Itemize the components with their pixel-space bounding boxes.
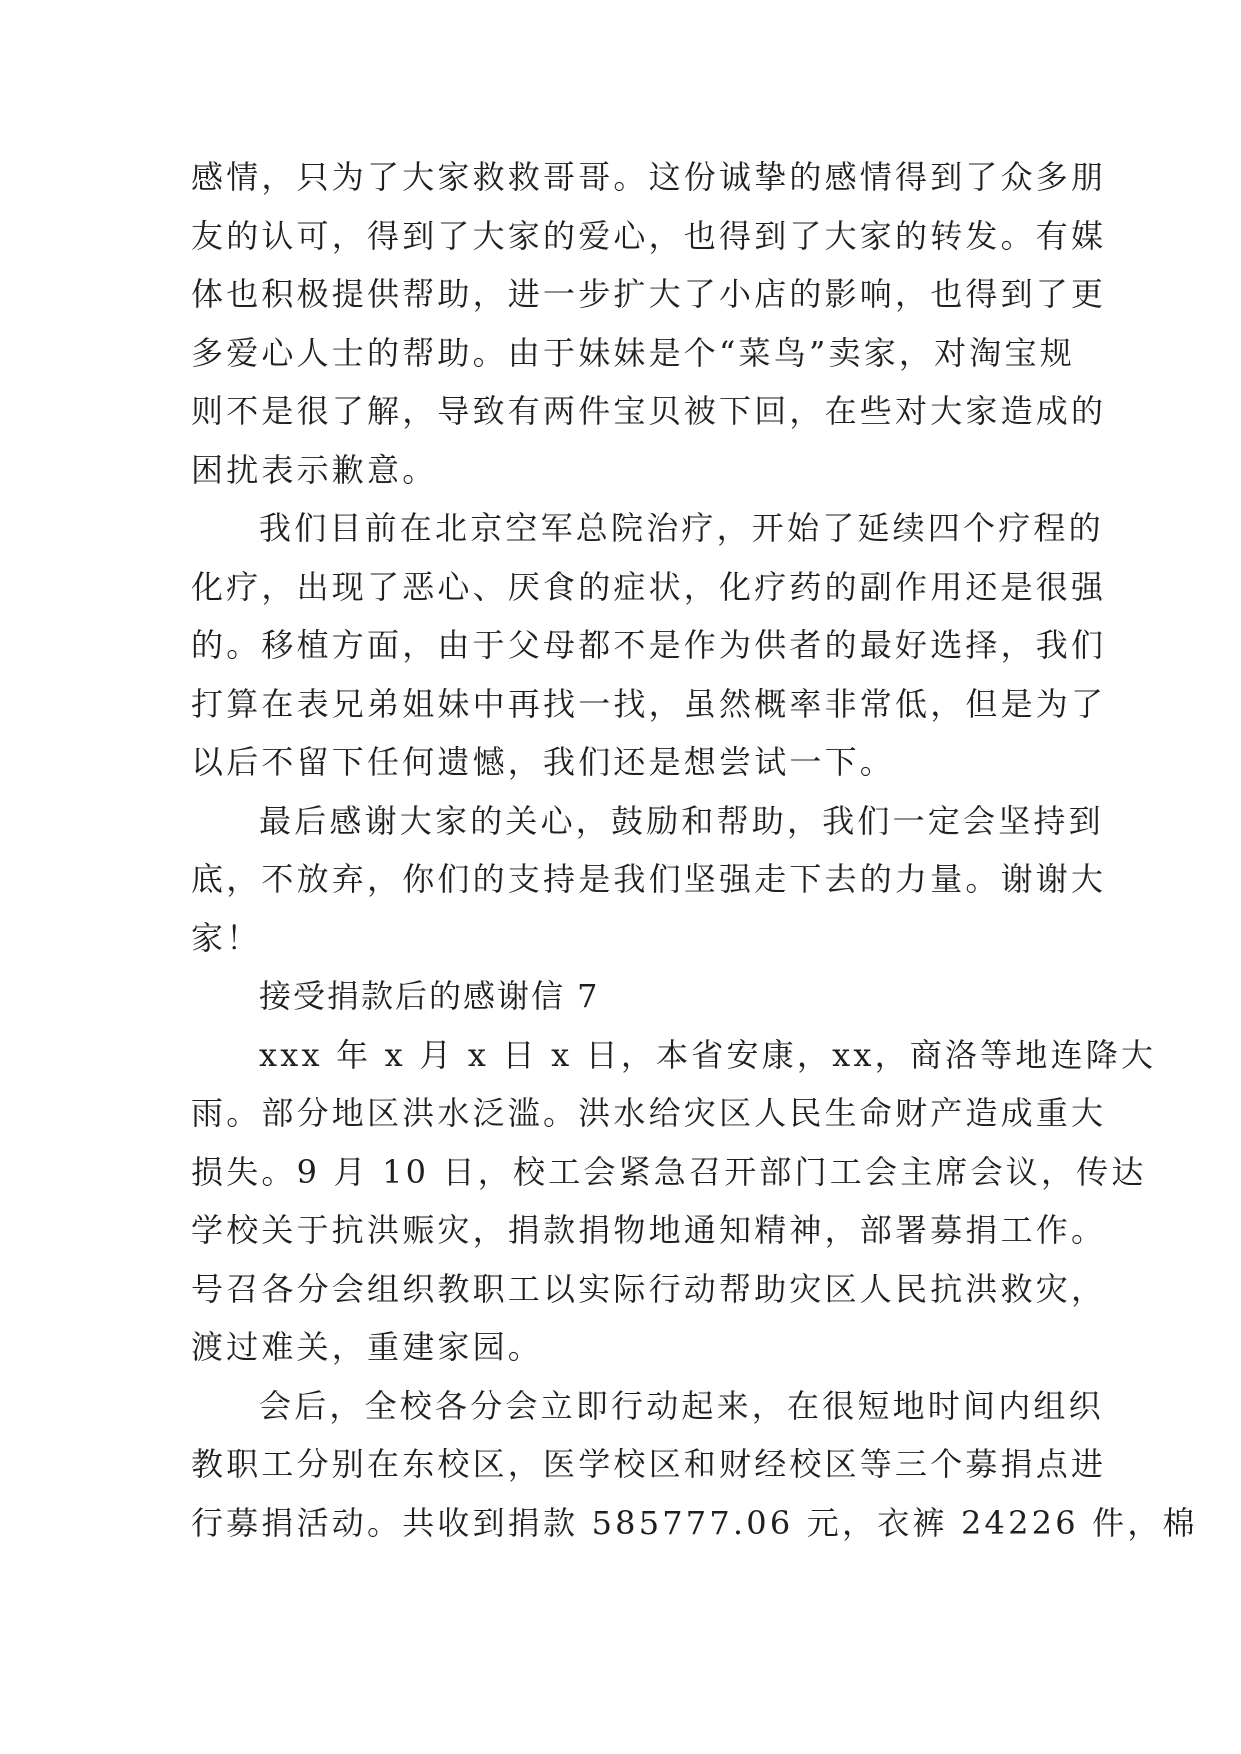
- section-heading: 接受捐款后的感谢信 7: [259, 977, 600, 1015]
- paragraph-first-line: 最后感谢大家的关心，鼓励和帮助，我们一定会坚持到: [259, 801, 1104, 840]
- text-line: 教职工分别在东校区，医学校区和财经校区等三个募捐点进: [191, 1445, 1107, 1483]
- text-line: 号召各分会组织教职工以实际行动帮助灾区人民抗洪救灾，: [191, 1269, 1107, 1308]
- text-line: 渡过难关，重建家园。: [191, 1328, 544, 1366]
- text-line: 学校关于抗洪赈灾，捐款捐物地通知精神，部署募捐工作。: [191, 1211, 1107, 1249]
- paragraph-first-line: 会后，全校各分会立即行动起来，在很短地时间内组织: [259, 1386, 1104, 1425]
- text-line: 家！: [191, 918, 262, 957]
- text-line: 损失。9 月 10 日，校工会紧急召开部门工会主席会议，传达: [191, 1152, 1147, 1191]
- text-line: 体也积极提供帮助，进一步扩大了小店的影响，也得到了更: [191, 275, 1107, 313]
- text-line: 则不是很了解，导致有两件宝贝被下回，在些对大家造成的: [191, 392, 1107, 430]
- text-line: 底，不放弃，你们的支持是我们坚强走下去的力量。谢谢大: [191, 860, 1107, 898]
- text-line: 感情，只为了大家救救哥哥。这份诚挚的感情得到了众多朋: [191, 158, 1107, 196]
- text-line: 友的认可，得到了大家的爱心，也得到了大家的转发。有媒: [191, 216, 1107, 255]
- text-line: 多爱心人士的帮助。由于妹妹是个“菜鸟”卖家，对淘宝规: [191, 333, 1075, 372]
- text-line: 困扰表示歉意。: [191, 450, 438, 489]
- text-line: 打算在表兄弟姐妹中再找一找，虽然概率非常低，但是为了: [191, 684, 1107, 723]
- paragraph-first-line: xxx 年 x 月 x 日 x 日，本省安康，xx，商洛等地连降大: [259, 1035, 1157, 1074]
- text-line: 以后不留下任何遗憾，我们还是想尝试一下。: [191, 743, 896, 781]
- paragraph-first-line: 我们目前在北京空军总院治疗，开始了延续四个疗程的: [259, 509, 1104, 547]
- text-line: 的。移植方面，由于父母都不是作为供者的最好选择，我们: [191, 626, 1107, 664]
- text-line: 行募捐活动。共收到捐款 585777.06 元，衣裤 24226 件，棉: [191, 1503, 1198, 1542]
- text-line: 雨。部分地区洪水泛滥。洪水给灾区人民生命财产造成重大: [191, 1094, 1107, 1132]
- text-line: 化疗，出现了恶心、厌食的症状，化疗药的副作用还是很强: [191, 567, 1107, 606]
- document-body: [191, 148, 1198, 1552]
